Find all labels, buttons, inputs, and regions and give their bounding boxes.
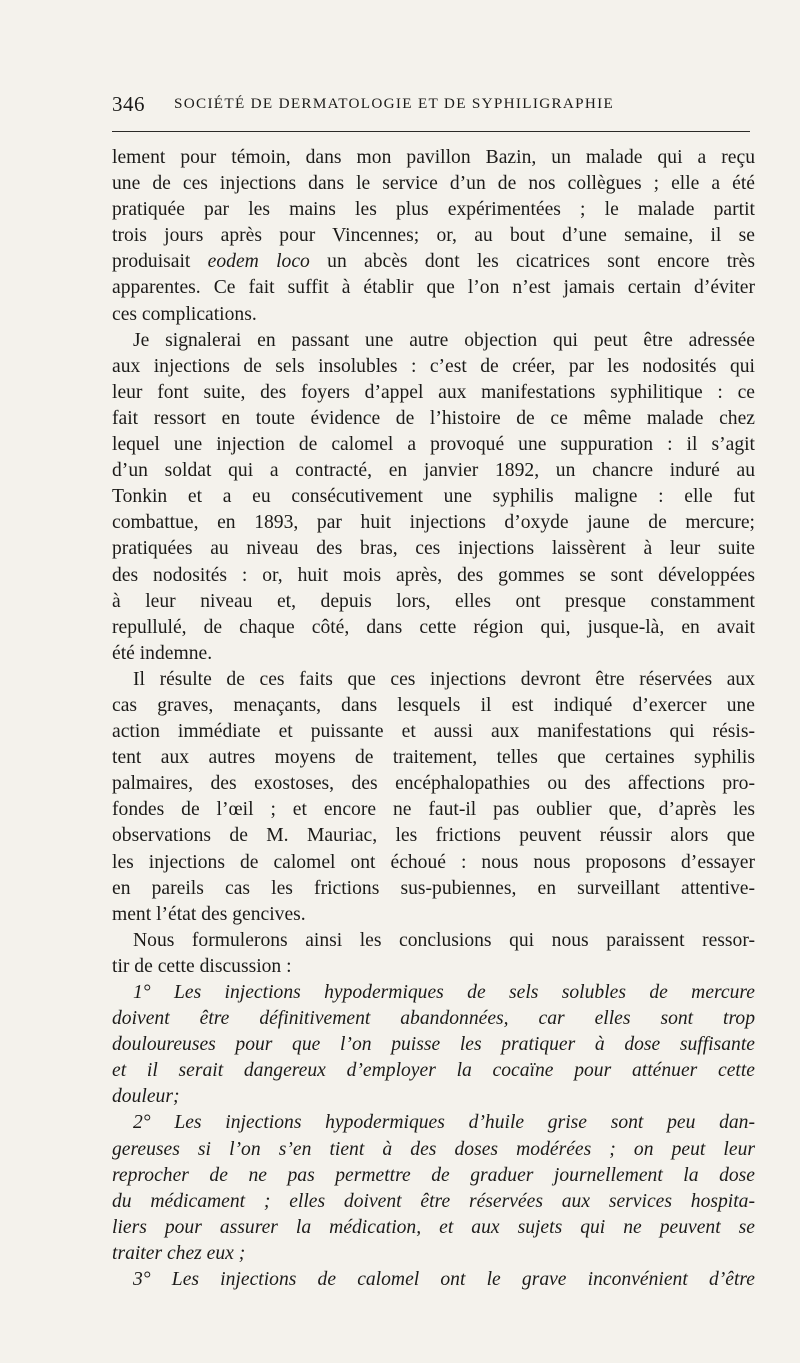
conclusion-3: 3° Les injections de calomel ont le grave inconvénient d’être: [133, 1269, 755, 1291]
running-head: SOCIÉTÉ DE DERMATOLOGIE ET DE SYPHILIGRAPHIE: [174, 95, 615, 112]
page-number: 346: [112, 92, 145, 116]
text-line: douleur;: [112, 1086, 180, 1108]
italic-phrase: eodem loco: [207, 251, 310, 273]
text-line: ces complications.: [112, 303, 257, 325]
page-header: [112, 92, 750, 120]
text-line: d’un soldat qui a contracté, en janvier 1892, un chancre induré au: [112, 460, 755, 482]
text-line: Tonkin et a eu consécutivement une syphilis maligne : elle fut: [112, 486, 755, 508]
text-line: gereuses si l’on s’en tient à des doses modérées ; on peut leur: [112, 1138, 755, 1160]
text-fragment: un abcès dont les cicatrices sont encore très: [327, 251, 755, 273]
text-line: été indemne.: [112, 642, 213, 664]
text-line: apparentes. Ce fait suffit à établir que l’on n’est jamais certain d’éviter: [112, 277, 755, 299]
text-line: observations de M. Mauriac, les frictions peuvent réussir alors que: [112, 825, 755, 847]
text-line: tir de cette discussion :: [112, 955, 292, 977]
text-line: à leur niveau et, depuis lors, elles ont presque constamment: [112, 590, 755, 612]
paragraph-start: Il résulte de ces faits que ces injections devront être réservées aux: [133, 668, 755, 690]
text-line: une de ces injections dans le service d’un de nos collègues ; elle a été: [112, 173, 755, 195]
text-line: pratiquée par les mains les plus expérimentées ; le malade partit: [112, 199, 755, 221]
conclusion-1: 1° Les injections hypodermiques de sels solubles de mercure: [133, 982, 755, 1003]
header-rule: [112, 131, 750, 132]
text-line: liers pour assurer la médication, et aux sujets qui ne peuvent se: [112, 1216, 755, 1238]
text-line: traiter chez eux ;: [112, 1242, 246, 1264]
text-line: lement pour témoin, dans mon pavillon Bazin, un malade qui a reçu: [112, 147, 755, 168]
text-line: [112, 249, 755, 275]
text-line: pratiquées au niveau des bras, ces injections laissèrent à leur suite: [112, 538, 755, 560]
text-line: trois jours après pour Vincennes; or, au bout d’une semaine, il se: [112, 225, 755, 247]
text-line: reprocher de ne pas permettre de graduer journellement la dose: [112, 1164, 755, 1186]
text-line: des nodosités : or, huit mois après, des gommes se sont développées: [112, 564, 755, 586]
text-line: ment l’état des gencives.: [112, 903, 306, 925]
body-text: [112, 145, 755, 1293]
paragraph-start: Je signalerai en passant une autre objection qui peut être adressée: [133, 329, 755, 351]
text-line: lequel une injection de calomel a provoqué une suppuration : il s’agit: [112, 434, 755, 456]
text-line: fondes de l’œil ; et encore ne faut-il pas oublier que, d’après les: [112, 799, 755, 821]
text-line: leur font suite, des foyers d’appel aux manifestations syphilitique : ce: [112, 381, 755, 403]
text-line: combattue, en 1893, par huit injections d’oxyde jaune de mercure;: [112, 512, 755, 534]
text-line: tent aux autres moyens de traitement, telles que certaines syphilis: [112, 747, 755, 769]
text-line: palmaires, des exostoses, des encéphalopathies ou des affections pro-: [112, 773, 755, 795]
text-line: aux injections de sels insolubles : c’est de créer, par les nodosités qui: [112, 355, 755, 377]
text-line: cas graves, menaçants, dans lesquels il est indiqué d’exercer une: [112, 694, 755, 716]
text-line: fait ressort en toute évidence de l’histoire de ce même malade chez: [112, 407, 755, 429]
text-line: en pareils cas les frictions sus-pubiennes, en surveillant attentive-: [112, 877, 755, 899]
conclusion-2: 2° Les injections hypodermiques d’huile grise sont peu dan-: [133, 1112, 755, 1134]
text-line: et il serait dangereux d’employer la cocaïne pour atténuer cette: [112, 1060, 755, 1082]
text-line: repullulé, de chaque côté, dans cette région qui, jusque-là, en avait: [112, 616, 755, 638]
text-fragment: produisait: [112, 251, 191, 273]
text-line: les injections de calomel ont échoué : nous nous proposons d’essayer: [112, 851, 755, 873]
paragraph-start: Nous formulerons ainsi les conclusions qui nous paraissent ressor-: [133, 929, 755, 951]
text-line: du médicament ; elles doivent être réservées aux services hospita-: [112, 1190, 755, 1212]
text-line: douloureuses pour que l’on puisse les pratiquer à dose suffisante: [112, 1034, 755, 1056]
text-line: doivent être définitivement abandonnées, car elles sont trop: [112, 1008, 755, 1030]
text-line: action immédiate et puissante et aussi aux manifestations qui résis-: [112, 721, 755, 743]
